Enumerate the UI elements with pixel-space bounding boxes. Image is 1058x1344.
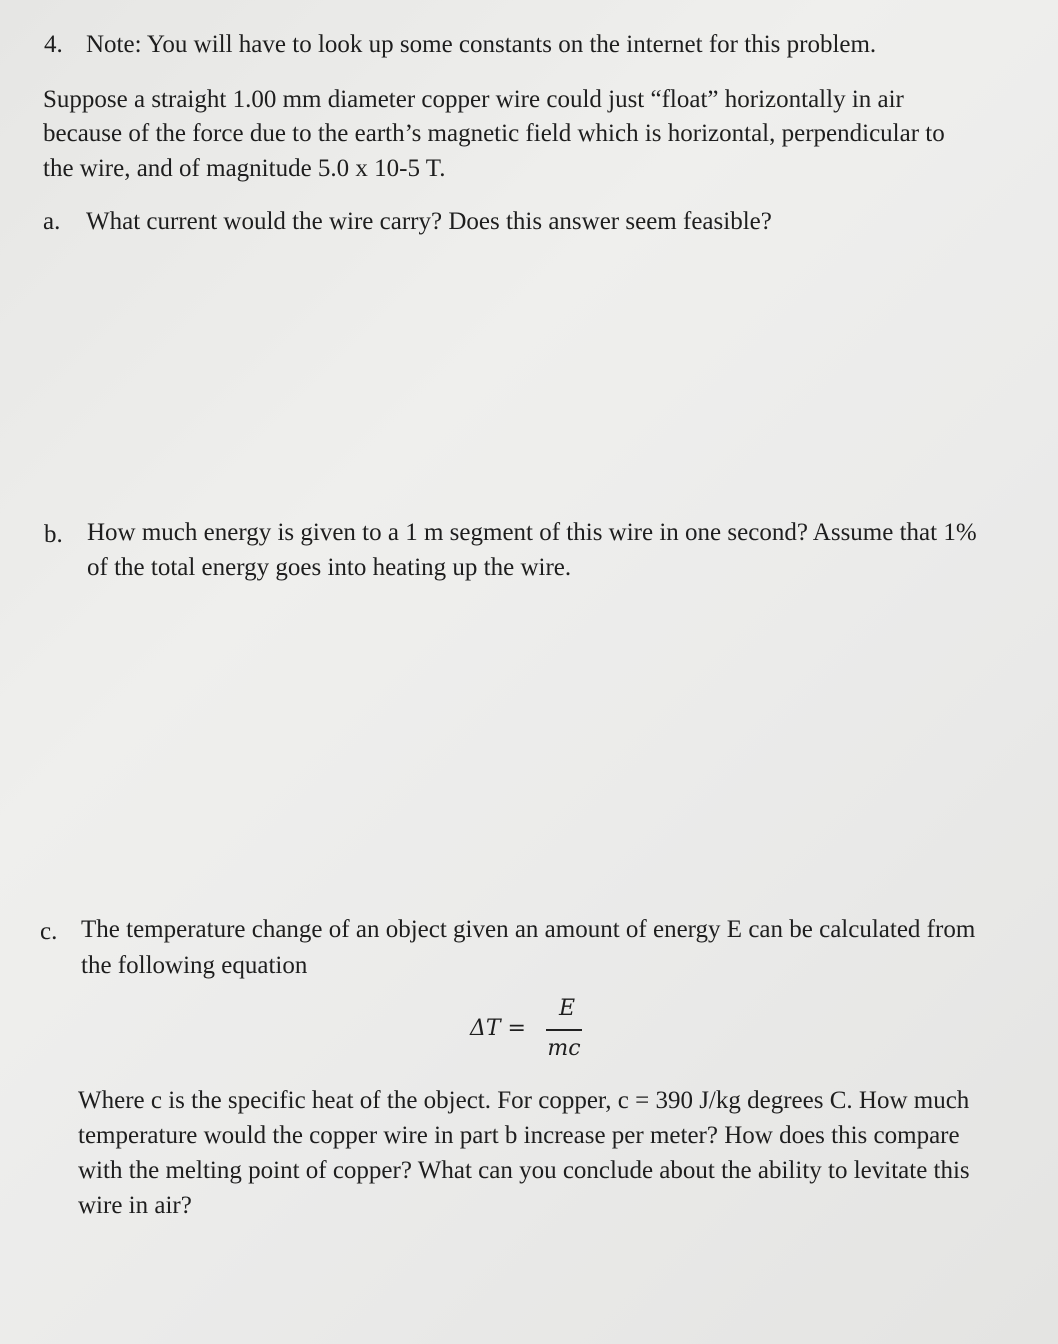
part-c-question-line: the following equation [81,952,308,979]
equation-lhs: ΔT = [470,1016,526,1041]
problem-number: 4. [44,31,63,58]
part-c-followup-line: temperature would the copper wire in part b increase per meter? How does this compare [78,1122,960,1149]
part-b-label: b. [44,521,63,548]
part-a-question: What current would the wire carry? Does this answer seem feasible? [86,208,772,235]
part-c-question-line: The temperature change of an object given an amount of energy E can be calculated from [81,916,976,943]
intro-line: because of the force due to the earth’s magnetic field which is horizontal, perpendicular to [43,120,945,147]
part-c-followup-line: with the melting point of copper? What can you conclude about the ability to levitate this [78,1157,970,1184]
equation-numerator: E [558,996,576,1021]
part-c-followup-line: wire in air? [78,1192,192,1219]
intro-line: the wire, and of magnitude 5.0 x 10-5 T. [43,155,446,182]
problem-note: Note: You will have to look up some constants on the internet for this problem. [86,31,877,58]
part-c-followup-line: Where c is the specific heat of the object. For copper, c = 390 J/kg degrees C. How much [78,1087,970,1114]
equation-denominator: mc [547,1036,581,1061]
temperature-change-equation [470,996,590,1072]
part-a-label: a. [43,208,61,235]
part-b-question-line: How much energy is given to a 1 m segment of this wire in one second? Assume that 1% [87,519,977,546]
part-b-question-line: of the total energy goes into heating up the wire. [87,554,572,581]
part-c-label: c. [40,918,58,945]
fraction-bar [546,1029,582,1031]
intro-line: Suppose a straight 1.00 mm diameter copper wire could just “float” horizontally in air [43,86,904,113]
